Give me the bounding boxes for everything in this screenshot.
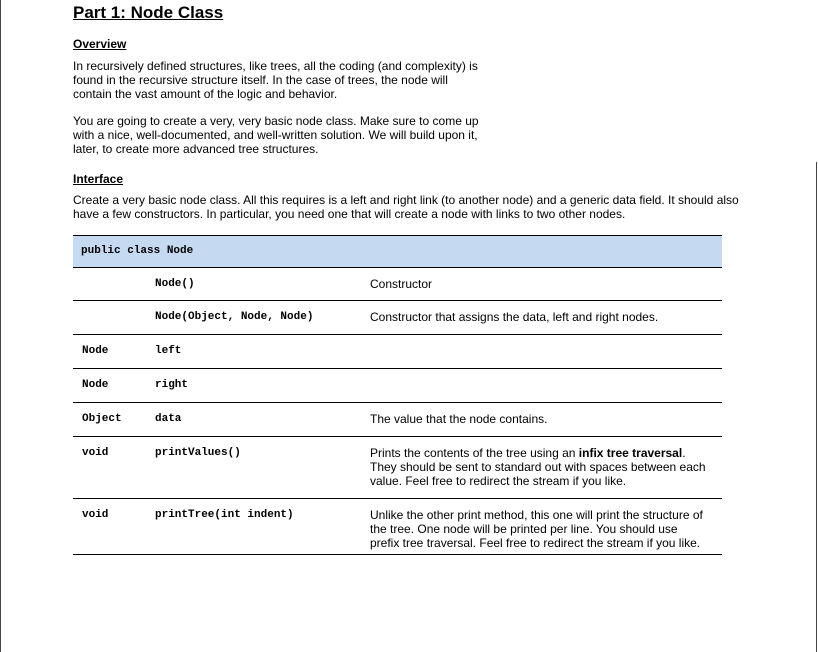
member-type: Node — [73, 335, 153, 369]
member-description — [369, 369, 722, 403]
interface-paragraph — [73, 193, 753, 221]
member-name: data — [153, 403, 369, 437]
text-run: Prints the contents of the tree using an — [370, 446, 579, 460]
text-line: Unlike the other print method, this one will print the structure of — [370, 508, 703, 522]
table-row — [73, 301, 722, 335]
member-description — [369, 437, 722, 499]
page-title: Part 1: Node Class — [73, 3, 224, 22]
text-line: later, to create more advanced tree structures. — [73, 142, 319, 156]
member-type: void — [73, 499, 153, 555]
member-name: Node(Object, Node, Node) — [153, 301, 369, 335]
member-name: printTree(int indent) — [153, 499, 369, 555]
table-row — [73, 335, 722, 369]
table-row — [73, 499, 722, 555]
table-row — [73, 437, 722, 499]
table-row — [73, 369, 722, 403]
bold-term: infix tree traversal — [578, 446, 683, 460]
member-type: Node — [73, 369, 153, 403]
overview-paragraph-2 — [73, 114, 479, 156]
text-line: Create a very basic node class. All this requires is a left and right link (to another node) and a generic data field. It should also — [73, 193, 739, 207]
member-description: The value that the node contains. — [369, 403, 722, 437]
text-line: They should be sent to standard out with spaces between each — [370, 460, 706, 474]
table-row — [73, 403, 722, 437]
member-type: Object — [73, 403, 153, 437]
class-declaration: public class Node — [73, 236, 722, 268]
text-line: You are going to create a very, very basic node class. Make sure to come up — [73, 114, 479, 128]
overview-heading: Overview — [73, 37, 127, 51]
text-line: prefix tree traversal. Feel free to redirect the stream if you like. — [370, 536, 701, 550]
member-type — [73, 301, 153, 335]
member-name: printValues() — [153, 437, 369, 499]
interface-table — [73, 235, 722, 555]
member-name: left — [153, 335, 369, 369]
member-description — [369, 499, 722, 555]
text-line: value. Feel free to redirect the stream if you like. — [370, 474, 627, 488]
text-line: with a nice, well-documented, and well-written solution. We will build upon it, — [73, 128, 478, 142]
interface-heading: Interface — [73, 172, 124, 186]
member-description: Constructor — [369, 268, 722, 301]
member-type — [73, 268, 153, 301]
page-border-right — [816, 162, 817, 652]
member-name: Node() — [153, 268, 369, 301]
text-line: have a few constructors. In particular, you need one that will create a node with links to two other nodes. — [73, 207, 626, 221]
page-border-left — [0, 0, 1, 652]
text-line: found in the recursive structure itself. In the case of trees, the node will — [73, 73, 448, 87]
text-line: contain the vast amount of the logic and behavior. — [73, 87, 338, 101]
member-description: Constructor that assigns the data, left and right nodes. — [369, 301, 722, 335]
text-run: . — [682, 446, 686, 460]
member-type: void — [73, 437, 153, 499]
overview-paragraph-1 — [73, 59, 478, 101]
member-name: right — [153, 369, 369, 403]
text-line: the tree. One node will be printed per line. You should use — [370, 522, 678, 536]
member-description — [369, 335, 722, 369]
text-line: In recursively defined structures, like trees, all the coding (and complexity) is — [73, 59, 478, 73]
table-row — [73, 268, 722, 301]
text-line — [370, 446, 716, 460]
